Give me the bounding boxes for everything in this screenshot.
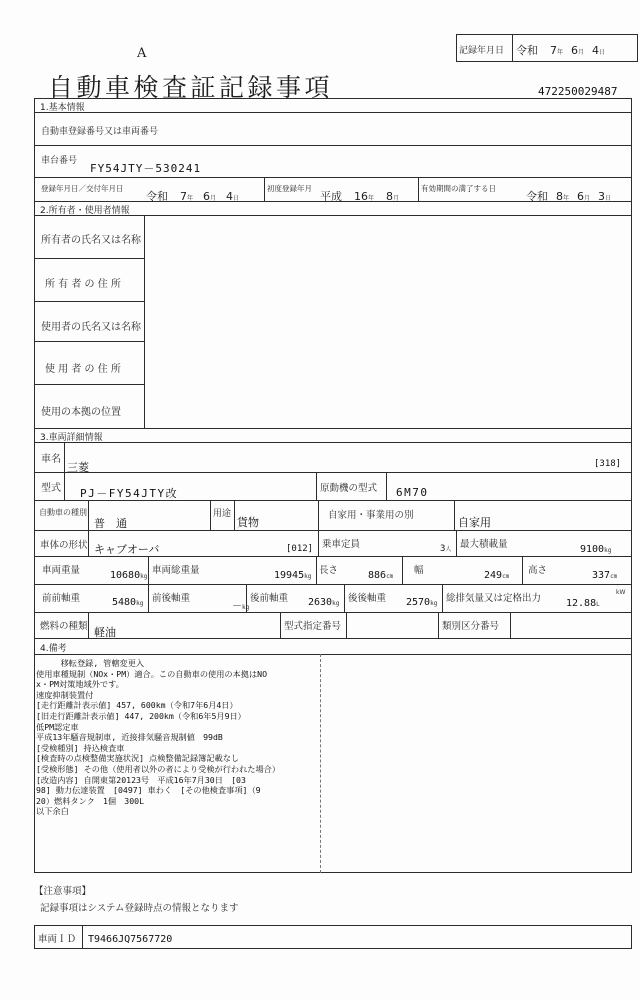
weight-label: 車両重量 [42,565,81,576]
gross-label: 車両総重量 [152,565,200,576]
remarks-line: 20）燃料タンク 1個 300L [36,795,145,806]
private-value: 自家用 [458,516,491,529]
kind-value: 普 通 [94,517,127,530]
record-date: 令和 7年 6月 4日 [516,44,606,57]
remarks-line: 低PM認定車 [36,721,79,732]
remarks-line: 98] 動力伝達装置 [0497] 車わく [その他検査事項]（9 [36,785,261,796]
vehicle-id-label: 車両ＩＤ [38,934,77,945]
record-date-label: 記録年月日 [459,46,505,56]
make-code: [318] [594,459,622,469]
engine-value: 6M70 [396,486,429,499]
use-value: 貨物 [237,516,259,529]
rear-rear-axle-value: 2570kg [406,597,438,608]
expiry-label: 有効期間の満了する日 [421,184,496,193]
use-label: 用途 [213,509,232,519]
height-value: 337cm [592,570,618,581]
remarks-line: x・PM対策地域外です。 [36,679,124,690]
owner-address-label: 所 有 者 の 住 所 [45,279,121,290]
length-label: 長さ [319,565,339,576]
type-designation-label: 型式指定番号 [284,621,342,632]
remarks-line: [走行距離計表示値] 457, 600km（令和7年6月4日） [36,700,238,711]
notes-title: 【注意事項】 [34,886,92,897]
remarks-line: [改造内容] 自開東第20123号 平成16年7月30日 [03 [36,774,246,785]
reg-date: 令和 7年 6月 4日 [146,190,240,203]
remarks-line: [受検形態] その他（使用者以外の者により受検が行われた場合） [36,763,281,774]
maxload-label: 最大積載量 [460,539,508,550]
fuel-value: 軽油 [94,626,116,639]
front-front-axle-value: 5480kg [112,597,144,608]
vehicle-id-value: T9466JQ7567720 [88,934,173,945]
remarks-line: [旧走行距離計表示値] 447, 200km（令和6年5月9日） [36,710,246,721]
remarks-line: 以下余白 [36,806,69,817]
private-label: 自家用・事業用の別 [328,510,414,521]
remarks-line: [受検種別] 持込検査車 [36,742,125,753]
section-remarks-title: 4.備考 [40,644,67,654]
capacity-value: 3人 [440,544,452,554]
front-rear-axle-value: －kg [232,601,250,612]
notes-text: 記録事項はシステム登録時点の情報となります [40,903,239,914]
length-value: 886cm [368,570,394,581]
first-reg-date: 平成 16年 8月 [320,190,400,203]
capacity-label: 乗車定員 [322,539,361,550]
chassis-label: 車台番号 [41,156,78,166]
owner-name-label: 所有者の氏名又は名称 [41,235,141,246]
remarks-line: 使用車種規制（NOx・PM）適合。この自動車の使用の本拠はNO [36,668,268,679]
engine-label: 原動機の型式 [320,483,378,494]
body-code: [012] [286,544,314,554]
rear-front-axle-value: 2630kg [308,597,340,608]
width-label: 幅 [414,565,424,576]
gross-value: 19945kg [274,570,312,581]
base-location-label: 使用の本拠の位置 [41,407,121,418]
weight-value: 10680kg [110,570,148,581]
class-number-label: 類別区分番号 [442,621,500,632]
document-title: 自動車検査証記録事項 [48,73,334,102]
body-label: 車体の形状 [40,540,88,551]
first-reg-label: 初度登録年月 [267,184,312,193]
rear-front-axle-label: 後前軸重 [250,593,289,604]
remarks-list [36,658,280,817]
maxload-value: 9100kg [580,544,612,555]
user-address-label: 使 用 者 の 住 所 [45,364,121,375]
reg-number-label: 自動車登録番号又は車両番号 [41,127,159,137]
fuel-label: 燃料の種類 [40,621,88,632]
remarks-line: 移転登録, 管轄変更入 [36,658,145,668]
rear-rear-axle-label: 後後軸重 [348,593,387,604]
displacement-value: 12.88L [566,598,600,609]
width-value: 249cm [484,570,510,581]
section-vehicle-title: 3.車両詳細情報 [40,433,103,443]
form-mark: A [137,46,147,61]
front-front-axle-label: 前前軸重 [42,593,81,604]
model-label: 型式 [41,483,61,494]
document-number: 472250029487 [538,85,618,98]
make-value: 三菱 [67,461,89,474]
kind-label: 自動車の種別 [39,508,87,517]
section-basic-title: 1.基本情報 [40,103,85,113]
section-owner-title: 2.所有者・使用者情報 [40,206,130,216]
remarks-line: 速度抑制装置付 [36,689,94,700]
model-value: PJ－FY54JTY改 [80,487,179,500]
reg-date-label: 登録年月日／交付年月日 [41,184,124,193]
chassis-number: FY54JTY－530241 [90,162,202,175]
remarks-line: 平成13年騒音規制車, 近接排気騒音規制値 99dB [36,732,223,743]
displacement-label: 総排気量又は定格出力 [446,593,542,604]
body-value: キャブオーバ [94,543,160,556]
user-name-label: 使用者の氏名又は名称 [41,322,141,333]
height-label: 高さ [528,565,548,576]
make-label: 車名 [41,454,61,465]
displacement-unit-kw: kW [616,589,626,596]
remarks-line: [検査時の点検整備実施状況] 点検整備記録簿記載なし [36,753,240,764]
front-rear-axle-label: 前後軸重 [152,593,191,604]
expiry-date: 令和 8年 6月 3日 [526,190,612,203]
